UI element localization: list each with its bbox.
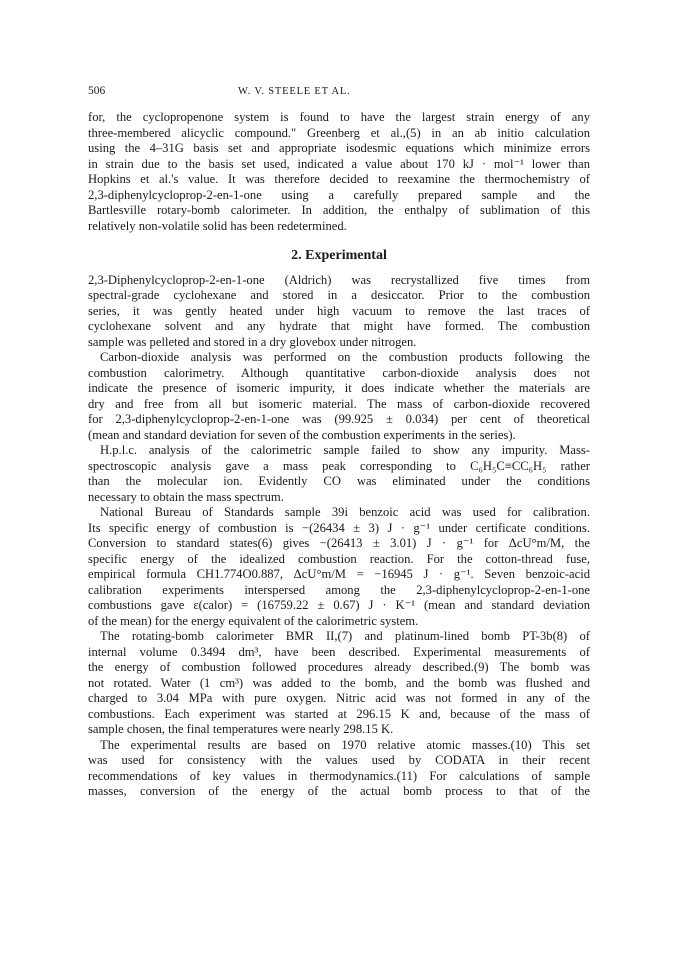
text-line: using the 4–31G basis set and appropriate isodesmic equations which minimize errors	[88, 141, 590, 155]
paragraph-hplc	[88, 443, 590, 505]
text-line: indicate the presence of isomeric impurity, it does indicate whether the materials are	[88, 381, 590, 395]
text-line: three-membered alicyclic compound." Greenberg et al.,(5) in an ab initio calculation	[88, 125, 590, 140]
text-line: combustions gave ε(calor) = (16759.22 ± 0.67) J · K⁻¹ (mean and standard deviation	[88, 598, 590, 612]
text-line: in strain due to the basis set used, indicated a value about 170 kJ · mol⁻¹ lower than	[88, 156, 590, 171]
paragraph-calibration	[88, 505, 590, 629]
text-line: combustion calorimetry. Although quantitative carbon-dioxide analysis does not	[88, 365, 590, 380]
section-title: 2. Experimental	[291, 248, 387, 263]
text-line: Hopkins et al.'s value. It was therefore decided to reexamine the thermochemistry of	[88, 172, 590, 186]
text-line: H.p.l.c. analysis of the calorimetric sample failed to show any impurity. Mass-	[100, 443, 590, 457]
text-line: Its specific energy of combustion is −(26434 ± 3) J · g⁻¹ under certificate conditions.	[88, 520, 590, 535]
intro-paragraph	[88, 110, 590, 234]
text-line: masses, conversion of the energy of the actual bomb process to that of the	[88, 784, 590, 798]
text-line: combustions. Each experiment was started at 296.15 K and, because of the mass of	[88, 706, 590, 721]
text-line: series, it was gently heated under high vacuum to remove the last traces of	[88, 303, 590, 318]
text-line: cyclohexane solvent and any hydrate that might have formed. The combustion	[88, 319, 590, 333]
text-line: internal volume 0.3494 dm³, have been described. Experimental measurements of	[88, 644, 590, 659]
text-line: spectral-grade cyclohexane and stored in a desiccator. Prior to the combustion	[88, 288, 590, 302]
text-line: for 2,3-diphenylcycloprop-2-en-1-one was (99.925 ± 0.034) per cent of theoretical	[88, 412, 590, 426]
text-line: dry and free from all but isomeric material. The mass of carbon-dioxide recovered	[88, 396, 590, 411]
page-header	[88, 84, 590, 100]
paragraph-atomic-masses	[88, 738, 590, 800]
page-number: 506	[88, 85, 106, 97]
text-line: The experimental results are based on 1970 relative atomic masses.(10) This set	[100, 737, 590, 752]
text-line: National Bureau of Standards sample 39i benzoic acid was used for calibration.	[100, 505, 590, 519]
text-line: not rotated. Water (1 cm³) was added to the bomb, and the bomb was flushed and	[88, 675, 590, 690]
paragraph-sample-preparation	[88, 273, 590, 351]
text-line: for, the cyclopropenone system is found to have the largest strain energy of any	[88, 110, 590, 124]
text-line: Bartlesville rotary-bomb calorimeter. In addition, the enthalpy of sublimation of this	[88, 203, 590, 217]
text-line: was used for consistency with the values used by CODATA in their recent	[88, 753, 590, 767]
text-line: calibration experiments interspersed among the 2,3-diphenylcycloprop-2-en-1-one	[88, 582, 590, 597]
text-line: the energy of combustion followed procedures already described.(9) The bomb was	[88, 660, 590, 674]
text-line: spectroscopic analysis gave a mass peak corresponding to C₆H₅C≡CC₆H₅ rather	[88, 458, 590, 473]
text-line: The rotating-bomb calorimeter BMR II,(7) and platinum-lined bomb PT-3b(8) of	[100, 629, 590, 643]
text-line: (mean and standard deviation for seven of the combustion experiments in the series).	[88, 427, 516, 442]
text-line: relatively non-volatile solid has been redetermined.	[88, 218, 347, 233]
text-line: sample chosen, the final temperatures were nearly 298.15 K.	[88, 722, 394, 736]
text-line: 2,3-Diphenylcycloprop-2-en-1-one (Aldrich) was recrystallized five times from	[88, 272, 590, 287]
text-line: of the mean) for the energy equivalent of the calorimetric system.	[88, 613, 419, 628]
paragraph-co2-analysis	[88, 350, 590, 443]
running-head: W. V. STEELE ET AL.	[238, 86, 351, 97]
text-line: Carbon-dioxide analysis was performed on the combustion products following the	[100, 350, 590, 364]
text-line: charged to 3.04 MPa with pure oxygen. Nitric acid was not formed in any of the	[88, 691, 590, 705]
text-line: 2,3-diphenylcycloprop-2-en-1-one using a carefully prepared sample and the	[88, 187, 590, 202]
text-line: empirical formula CH1.774O0.887, ΔcU°m/M = −16945 J · g⁻¹. Seven benzoic-acid	[88, 567, 590, 581]
text-line: Conversion to standard states(6) gives −(26413 ± 3.01) J · g⁻¹ for ΔcU°m/M, the	[88, 536, 590, 550]
paragraph-calorimeter	[88, 629, 590, 738]
text-line: recommendations of key values in thermodynamics.(11) For calculations of sample	[88, 768, 590, 783]
text-line: than the molecular ion. Evidently CO was eliminated under the conditions	[88, 474, 590, 488]
text-line: sample was pelleted and stored in a dry glovebox under nitrogen.	[88, 334, 417, 349]
paper-page	[88, 84, 590, 800]
text-line: specific energy of the idealized combustion reaction. For the cotton-thread fuse,	[88, 551, 590, 566]
text-line: necessary to obtain the mass spectrum.	[88, 489, 284, 504]
